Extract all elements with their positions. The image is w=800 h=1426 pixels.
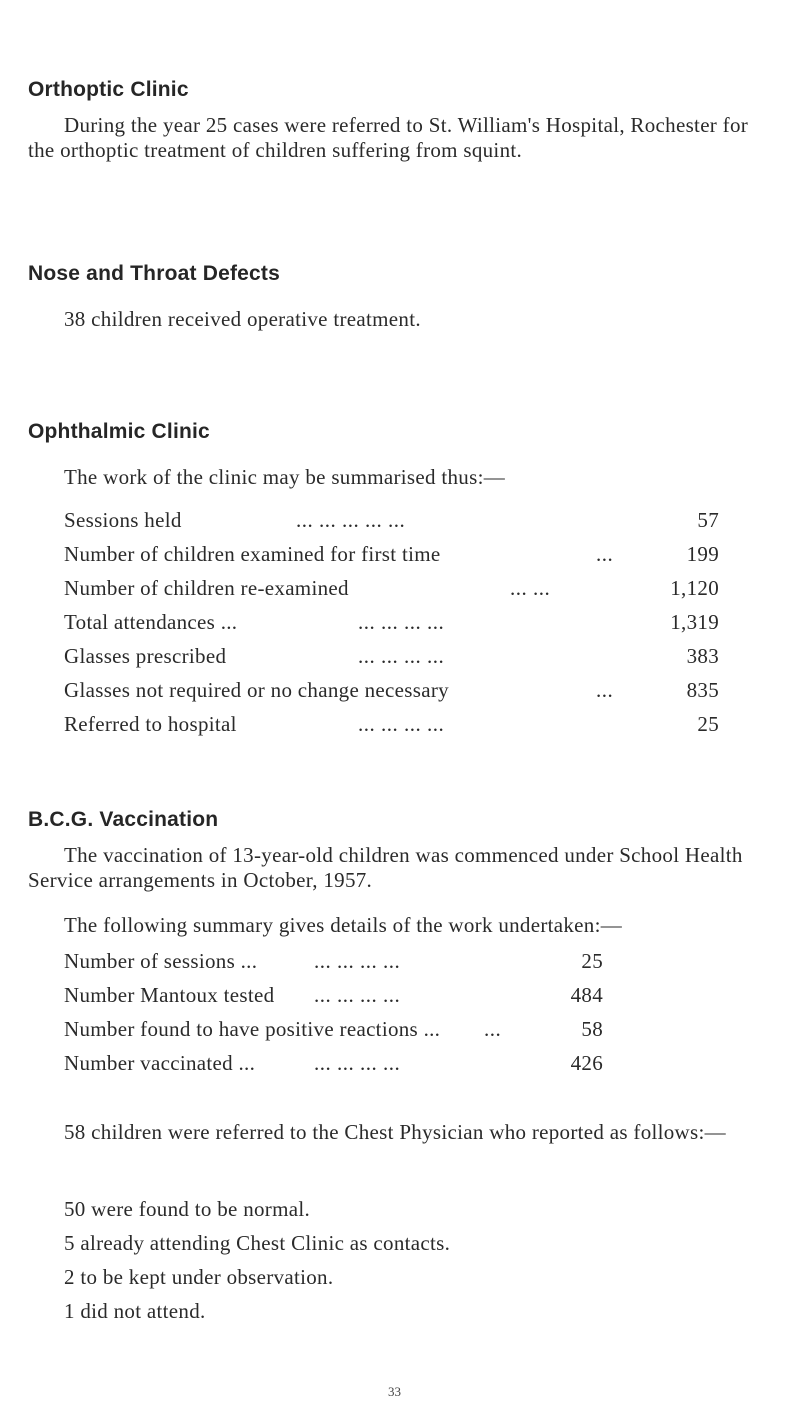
row-value: 199: [686, 542, 719, 566]
row-leader-dots: ...: [596, 542, 614, 566]
nose-throat-heading: Nose and Throat Defects: [28, 262, 280, 285]
row-label: Number found to have positive reactions ...: [64, 1017, 441, 1041]
bcg-vaccination-text: The vaccination of 13-year-old children was commenced under School Health Service arrangements in October, 1957.: [28, 843, 743, 892]
row-label: Glasses prescribed: [64, 644, 227, 668]
row-leader-dots: ...: [484, 1017, 502, 1041]
bcg-vaccination-heading: B.C.G. Vaccination: [28, 808, 219, 831]
bcg-referral-text: 58 children were referred to the Chest Physician who reported as follows:—: [64, 1120, 726, 1144]
row-leader-dots: ... ... ... ...: [358, 610, 445, 634]
row-label: Number vaccinated ...: [64, 1051, 256, 1075]
row-value: 484: [570, 983, 603, 1007]
row-label: Referred to hospital: [64, 712, 237, 736]
row-leader-dots: ... ... ... ...: [314, 949, 401, 973]
row-value: 57: [697, 508, 719, 532]
row-value: 58: [581, 1017, 603, 1041]
row-label: Glasses not required or no change necessary: [64, 678, 449, 702]
row-leader-dots: ... ... ... ...: [358, 712, 445, 736]
row-label: Number Mantoux tested: [64, 983, 275, 1007]
row-value: 426: [570, 1051, 603, 1075]
orthoptic-clinic-text: During the year 25 cases were referred to St. William's Hospital, Rochester for the orthoptic treatment of children suffering from squint.: [28, 113, 749, 162]
ophthalmic-intro: The work of the clinic may be summarised thus:—: [64, 465, 506, 489]
row-label: Number of children re-examined: [64, 576, 349, 600]
row-leader-dots: ... ... ... ... ...: [296, 508, 406, 532]
row-value: 25: [581, 949, 603, 973]
outcome-item: 5 already attending Chest Clinic as contacts.: [64, 1231, 451, 1255]
page-number: 33: [388, 1384, 401, 1399]
row-leader-dots: ... ... ... ...: [358, 644, 445, 668]
row-value: 1,120: [670, 576, 719, 600]
row-leader-dots: ... ... ... ...: [314, 983, 401, 1007]
row-value: 1,319: [670, 610, 719, 634]
row-label: Sessions held: [64, 508, 182, 532]
row-label: Total attendances ...: [64, 610, 238, 634]
ophthalmic-clinic-heading: Ophthalmic Clinic: [28, 420, 210, 443]
row-label: Number of children examined for first time: [64, 542, 441, 566]
nose-throat-text: 38 children received operative treatment.: [64, 307, 421, 331]
row-label: Number of sessions ...: [64, 949, 258, 973]
outcome-item: 1 did not attend.: [64, 1299, 206, 1323]
row-leader-dots: ...: [596, 678, 614, 702]
row-value: 835: [686, 678, 719, 702]
row-value: 25: [697, 712, 719, 736]
row-value: 383: [686, 644, 719, 668]
row-leader-dots: ... ... ... ...: [314, 1051, 401, 1075]
orthoptic-clinic-heading: Orthoptic Clinic: [28, 78, 189, 101]
row-leader-dots: ... ...: [510, 576, 551, 600]
outcome-item: 2 to be kept under observation.: [64, 1265, 334, 1289]
outcome-item: 50 were found to be normal.: [64, 1197, 311, 1221]
bcg-summary-intro: The following summary gives details of the work undertaken:—: [64, 913, 623, 937]
